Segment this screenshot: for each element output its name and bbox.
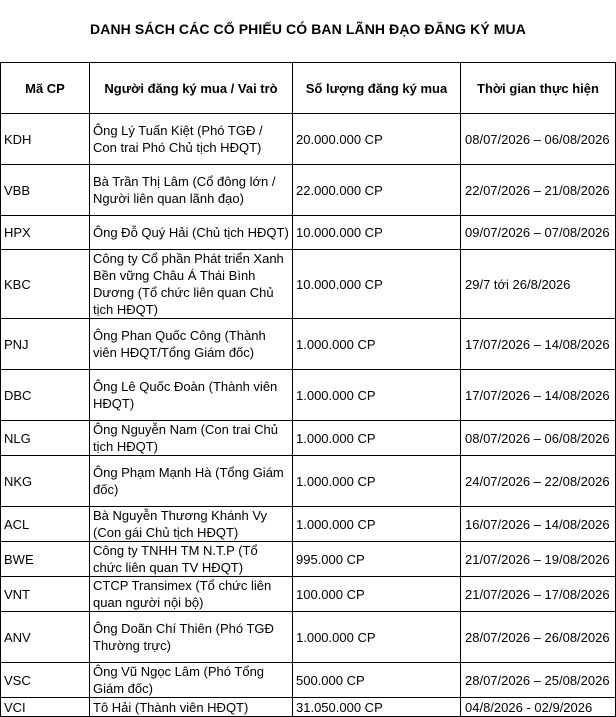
- table-row: [1, 216, 616, 250]
- buyer-role: Ông Vũ Ngọc Lâm (Phó Tổng Giám đốc): [90, 663, 293, 698]
- quantity: 20.000.000 CP: [293, 114, 461, 165]
- quantity: 100.000 CP: [293, 577, 461, 612]
- time-period: 29/7 tới 26/8/2026: [461, 250, 616, 319]
- buyer-role: Bà Nguyễn Thương Khánh Vy (Con gái Chủ tịch HĐQT): [90, 507, 293, 542]
- page-title: DANH SÁCH CÁC CỔ PHIẾU CÓ BAN LÃNH ĐẠO ĐĂNG KÝ MUA: [90, 21, 526, 37]
- buyer-role: Ông Lê Quốc Đoàn (Thành viên HĐQT): [90, 370, 293, 421]
- time-period: 21/07/2026 – 19/08/2026: [461, 542, 616, 577]
- table-row: [1, 370, 616, 421]
- stock-code: PNJ: [1, 319, 90, 370]
- time-period: 16/07/2026 – 14/08/2026: [461, 507, 616, 542]
- stock-code: KDH: [1, 114, 90, 165]
- table-row: [1, 577, 616, 612]
- quantity: 1.000.000 CP: [293, 612, 461, 663]
- stock-code: HPX: [1, 216, 90, 250]
- buyer-role: Ông Doãn Chí Thiên (Phó TGĐ Thường trực): [90, 612, 293, 663]
- table-row: [1, 421, 616, 456]
- stock-code: VSC: [1, 663, 90, 698]
- time-period: 28/07/2026 – 26/08/2026: [461, 612, 616, 663]
- stock-code: DBC: [1, 370, 90, 421]
- stock-table: [0, 62, 616, 717]
- stock-code: KBC: [1, 250, 90, 319]
- table-row: [1, 507, 616, 542]
- stock-code: VCI: [1, 698, 90, 717]
- table-row: [1, 612, 616, 663]
- table-row: [1, 319, 616, 370]
- table-row: [1, 250, 616, 319]
- time-period: 09/07/2026 – 07/08/2026: [461, 216, 616, 250]
- time-period: 17/07/2026 – 14/08/2026: [461, 370, 616, 421]
- time-period: 08/07/2026 – 06/08/2026: [461, 421, 616, 456]
- time-period: 28/07/2026 – 25/08/2026: [461, 663, 616, 698]
- stock-code: NKG: [1, 456, 90, 507]
- stock-code: ACL: [1, 507, 90, 542]
- quantity: 995.000 CP: [293, 542, 461, 577]
- buyer-role: CTCP Transimex (Tổ chức liên quan người nội bộ): [90, 577, 293, 612]
- header-quantity: Số lượng đăng ký mua: [293, 63, 461, 114]
- stock-code: ANV: [1, 612, 90, 663]
- table-row: [1, 456, 616, 507]
- table-row: [1, 698, 616, 717]
- header-person: Người đăng ký mua / Vai trò: [90, 63, 293, 114]
- quantity: 31.050.000 CP: [293, 698, 461, 717]
- buyer-role: Ông Nguyễn Nam (Con trai Chủ tịch HĐQT): [90, 421, 293, 456]
- time-period: 17/07/2026 – 14/08/2026: [461, 319, 616, 370]
- quantity: 500.000 CP: [293, 663, 461, 698]
- buyer-role: Tô Hải (Thành viên HĐQT): [90, 698, 293, 717]
- table-row: [1, 663, 616, 698]
- buyer-role: Ông Phan Quốc Công (Thành viên HĐQT/Tổng Giám đốc): [90, 319, 293, 370]
- buyer-role: Công ty TNHH TM N.T.P (Tổ chức liên quan TV HĐQT): [90, 542, 293, 577]
- time-period: 24/07/2026 – 22/08/2026: [461, 456, 616, 507]
- quantity: 1.000.000 CP: [293, 421, 461, 456]
- quantity: 10.000.000 CP: [293, 216, 461, 250]
- buyer-role: Công ty Cổ phần Phát triển Xanh Bền vững Châu Á Thái Bình Dương (Tổ chức liên quan Chủ tịch HĐQT): [90, 250, 293, 319]
- stock-code: VNT: [1, 577, 90, 612]
- quantity: 1.000.000 CP: [293, 319, 461, 370]
- time-period: 22/07/2026 – 21/08/2026: [461, 165, 616, 216]
- stock-code: VBB: [1, 165, 90, 216]
- stock-code: BWE: [1, 542, 90, 577]
- header-time: Thời gian thực hiện: [461, 63, 616, 114]
- table-row: [1, 114, 616, 165]
- stock-code: NLG: [1, 421, 90, 456]
- quantity: 10.000.000 CP: [293, 250, 461, 319]
- table-row: [1, 165, 616, 216]
- quantity: 1.000.000 CP: [293, 507, 461, 542]
- buyer-role: Ông Đỗ Quý Hải (Chủ tịch HĐQT): [90, 216, 293, 250]
- time-period: 08/07/2026 – 06/08/2026: [461, 114, 616, 165]
- table-row: [1, 542, 616, 577]
- buyer-role: Ông Phạm Mạnh Hà (Tổng Giám đốc): [90, 456, 293, 507]
- time-period: 21/07/2026 – 17/08/2026: [461, 577, 616, 612]
- quantity: 22.000.000 CP: [293, 165, 461, 216]
- header-code: Mã CP: [1, 63, 90, 114]
- quantity: 1.000.000 CP: [293, 456, 461, 507]
- quantity: 1.000.000 CP: [293, 370, 461, 421]
- header-row: [1, 63, 616, 114]
- buyer-role: Ông Lý Tuấn Kiệt (Phó TGĐ / Con trai Phó Chủ tịch HĐQT): [90, 114, 293, 165]
- time-period: 04/8/2026 - 02/9/2026: [461, 698, 616, 717]
- buyer-role: Bà Trần Thị Lâm (Cổ đông lớn / Người liên quan lãnh đạo): [90, 165, 293, 216]
